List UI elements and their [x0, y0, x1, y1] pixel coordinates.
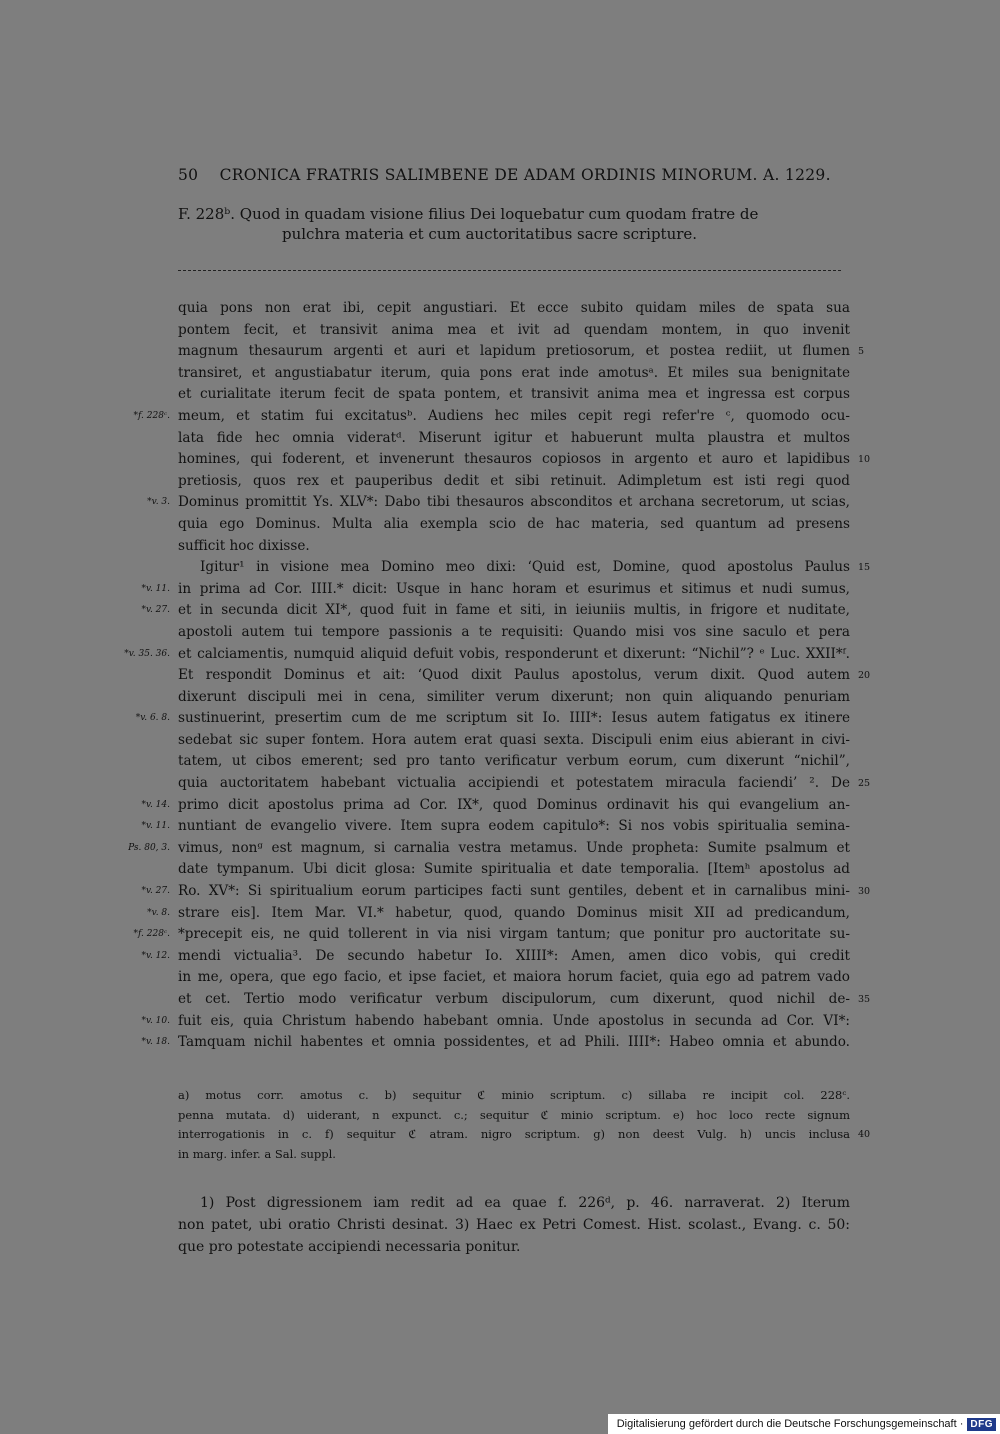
- text-line-text: Dominus promittit Ys. XLV*: Dabo tibi thesauros absconditos et archana secretorum, ut scias,: [178, 494, 850, 511]
- text-line-text: strare eis]. Item Mar. VI.* habetur, quod, quando Dominus misit XII ad predicandum,: [178, 904, 850, 921]
- text-line-text: sedebat sic super fontem. Hora autem erat quasi sexta. Discipuli enim eius abierant in civi-: [178, 731, 850, 748]
- text-line: [128, 838, 850, 860]
- text-line: [178, 449, 871, 471]
- text-line-text: et calciamentis, numquid aliquid defuit vobis, responderunt et dixerunt: “Nichil”? ᵉ Luc. XXII*ᶠ.: [178, 645, 850, 662]
- line-number: 5: [858, 346, 865, 358]
- text-line: [178, 622, 850, 644]
- text-line-text: magnum thesaurum argenti et auri et lapidum pretiosorum, et postea rediit, ut flumen: [178, 343, 850, 360]
- margin-reference: *v. 18.: [141, 1037, 170, 1048]
- text-line: [141, 579, 850, 601]
- text-line-text: in me, opera, que ego facio, et ipse faciet, et maiora horum faciet, quia ego ad patrem vado: [178, 969, 850, 986]
- margin-reference: *v. 35. 36.: [124, 648, 170, 659]
- margin-reference: *v. 8.: [147, 907, 170, 918]
- page-number: 50: [178, 166, 199, 184]
- margin-reference: *v. 14.: [141, 799, 170, 810]
- text-line: [178, 298, 850, 320]
- text-line-text: vimus, nonᵍ est magnum, si carnalia vestra metamus. Unde propheta: Sumite psalmum et: [178, 839, 850, 856]
- footnote-line: [178, 1214, 850, 1236]
- chapter-rubric: [178, 204, 850, 244]
- footnote-line-text: que pro potestate accipiendi necessaria ponitur.: [178, 1239, 521, 1255]
- text-line: [141, 881, 871, 903]
- text-line-text: quia ego Dominus. Multa alia exempla scio de hac materia, sed quantum ad presens: [178, 515, 850, 532]
- text-line: [141, 816, 850, 838]
- text-line: [124, 644, 850, 666]
- text-line-text: *precepit eis, ne quid tollerent in via nisi virgam tantum; que ponitur pro auctoritate su-: [178, 926, 850, 943]
- line-number: 25: [858, 778, 871, 790]
- rubric-line-2: pulchra materia et cum auctoritatibus sacre scripture.: [282, 225, 698, 243]
- text-line: [178, 989, 871, 1011]
- text-line: [141, 1011, 850, 1033]
- separator-rule: [178, 270, 841, 271]
- text-line-text: fuit eis, quia Christum habendo habebant omnia. Unde apostolus in secunda ad Cor. VI*:: [178, 1012, 850, 1029]
- text-line-text: nuntiant de evangelio vivere. Item supra eodem capitulo*: Si nos vobis spiritualia semina-: [178, 818, 850, 835]
- running-header: [178, 166, 831, 184]
- text-line: [178, 341, 865, 363]
- footnote-line-text: non patet, ubi oratio Christi desinat. 3) Haec ex Petri Comest. Hist. scolast., Evang. c. 50:: [178, 1217, 850, 1233]
- text-line-text: sufficit hoc dixisse.: [178, 537, 310, 554]
- text-line: [178, 751, 850, 773]
- margin-reference: *v. 3.: [147, 497, 170, 508]
- text-line-text: Igitur¹ in visione mea Domino meo dixi: ‘Quid est, Domine, quod apostolus Paulus: [200, 559, 850, 576]
- text-line: [178, 536, 850, 558]
- margin-reference: *f. 228ᶜ.: [133, 410, 170, 421]
- margin-reference: *v. 6. 8.: [135, 713, 170, 724]
- text-line: [178, 967, 850, 989]
- running-title: CRONICA FRATRIS SALIMBENE DE ADAM ORDINIS MINORUM. A. 1229.: [219, 166, 831, 184]
- apparatus-line: [178, 1086, 850, 1106]
- text-line: [135, 708, 850, 730]
- text-line: [147, 492, 850, 514]
- text-line-text: mendi victualia³. De secundo habetur Io. XIIII*: Amen, amen dico vobis, qui credit: [178, 947, 850, 964]
- margin-reference: *v. 11.: [141, 583, 170, 594]
- text-line: [178, 514, 850, 536]
- dfg-logo: DFG: [967, 1418, 996, 1431]
- apparatus-line-text: penna mutata. d) uiderant, n expunct. c.; sequitur ℭ minio scriptum. e) hoc loco recte signum: [178, 1107, 850, 1122]
- text-line-text: pretiosis, quos rex et pauperibus dedit et sibi retinuit. Adimpletum est isti regi quod: [178, 472, 850, 489]
- text-line: [147, 903, 850, 925]
- text-line: [141, 600, 850, 622]
- margin-reference: *v. 10.: [141, 1015, 170, 1026]
- text-line-text: et in secunda dicit XI*, quod fuit in fame et siti, in ieiuniis multis, in frigore et nuditate,: [178, 602, 850, 619]
- text-line-text: pontem fecit, et transivit anima mea et ivit ad quendam montem, in quo invenit: [178, 321, 850, 338]
- dfg-banner-text: Digitalisierung gefördert durch die Deutsche Forschungsgemeinschaft ·: [616, 1418, 964, 1430]
- margin-reference: *v. 27.: [141, 605, 170, 616]
- line-number: 10: [858, 454, 871, 466]
- text-line-text: primo dicit apostolus prima ad Cor. IX*, quod Dominus ordinavit his qui evangelium an-: [178, 796, 850, 813]
- text-line: [178, 363, 850, 385]
- text-line: [133, 406, 850, 428]
- text-line-text: sustinuerint, presertim cum de me scriptum sit Io. IIII*: Iesus autem fatigatus ex itinere: [178, 710, 850, 727]
- text-line: [178, 428, 850, 450]
- text-line-text: meum, et statim fui excitatusᵇ. Audiens hec miles cepit regi refer're ᶜ, quomodo ocu-: [178, 407, 850, 424]
- text-line-text: et curialitate iterum fecit de spata pontem, et transivit anima mea et ingressa est corpus: [178, 386, 850, 403]
- text-line: [178, 665, 871, 687]
- text-line-text: Et respondit Dominus et ait: ‘Quod dixit Paulus apostolus, verum dixit. Quod autem: [178, 667, 850, 684]
- main-text: [124, 298, 871, 1054]
- text-line-text: et cet. Tertio modo verificatur verbum discipulorum, cum dixerunt, quod nichil de-: [178, 991, 850, 1007]
- margin-reference: *v. 27.: [141, 886, 170, 897]
- text-line: [178, 471, 850, 493]
- apparatus-line-text: interrogationis in c. f) sequitur ℭ atram. nigro scriptum. g) non deest Vulg. h) uncis inclusa: [178, 1127, 850, 1141]
- line-number: 30: [858, 886, 871, 898]
- margin-reference: *f. 228ᶜ.: [133, 929, 170, 940]
- text-line-text: lata fide hec omnia videratᵈ. Miserunt igitur et habuerunt multa plaustra et multos: [178, 429, 850, 446]
- text-line: [178, 773, 871, 795]
- critical-apparatus: [178, 1086, 871, 1164]
- text-line: [178, 557, 871, 579]
- text-line: [178, 730, 850, 752]
- text-line-text: homines, qui foderent, et invenerunt thesauros copiosos in argento et auro et lapidibus: [178, 451, 850, 468]
- margin-reference: *v. 11.: [141, 821, 170, 832]
- apparatus-line-text: in marg. infer. a Sal. suppl.: [178, 1146, 336, 1161]
- text-line: [133, 924, 850, 946]
- text-line-text: date tympanum. Ubi dicit glosa: Sumite spiritualia et date temporalia. [Itemʰ apostolus ad: [178, 861, 850, 878]
- apparatus-line: [178, 1125, 871, 1145]
- text-line-text: dixerunt discipuli mei in cena, similiter verum dixerunt; non quin aliquando penuriam: [178, 688, 850, 705]
- text-line-text: Ro. XV*: Si spiritualium eorum participes facti sunt gentiles, debent et in carnalibus mini-: [178, 883, 850, 900]
- text-line: [178, 687, 850, 709]
- text-line-text: apostoli autem tui tempore passionis a te requisiti: Quando misi vos sine saculo et pera: [178, 623, 850, 640]
- rubric-line-1: F. 228ᵇ. Quod in quadam visione filius Dei loquebatur cum quodam fratre de: [178, 205, 759, 223]
- text-line-text: quia auctoritatem habebant victualia accipiendi et potestatem miracula faciendi’ ². De: [178, 775, 850, 792]
- footnote-line-text: 1) Post digressionem iam redit ad ea quae f. 226ᵈ, p. 46. narraverat. 2) Iterum: [200, 1195, 850, 1211]
- text-line-text: transiret, et angustiabatur iterum, quia pons erat inde amotusᵃ. Et miles sua benignitate: [178, 364, 850, 381]
- text-line-text: tatem, ut cibos emerent; sed pro tanto verificatur verbum eorum, cum dixerunt “nichil”,: [178, 753, 850, 770]
- footnote-line: [178, 1236, 850, 1258]
- text-line: [141, 1032, 850, 1054]
- line-number: 15: [858, 562, 871, 574]
- text-line: [178, 320, 850, 342]
- text-line: [178, 384, 850, 406]
- margin-reference: *v. 12.: [141, 950, 170, 961]
- margin-reference: Ps. 80, 3.: [128, 842, 170, 853]
- apparatus-line-text: a) motus corr. amotus c. b) sequitur ℭ minio scriptum. c) sillaba re incipit col. 228ᶜ.: [178, 1088, 850, 1102]
- apparatus-line: [178, 1106, 850, 1126]
- text-line-text: in prima ad Cor. IIII.* dicit: Usque in hanc horam et esurimus et sitimus et nudi sumus,: [178, 580, 850, 597]
- text-line-text: Tamquam nichil habentes et omnia possidentes, et ad Phili. IIII*: Habeo omnia et abundo.: [178, 1034, 850, 1051]
- line-number: 20: [858, 670, 871, 682]
- line-number: 35: [858, 994, 871, 1005]
- text-line: [178, 859, 850, 881]
- text-line: [141, 946, 850, 968]
- line-number: 40: [858, 1129, 871, 1140]
- text-line-text: quia pons non erat ibi, cepit angustiari. Et ecce subito quidam miles de spata sua: [178, 300, 850, 316]
- footnote-line: [178, 1192, 850, 1214]
- text-line: [141, 795, 850, 817]
- apparatus-line: [178, 1145, 850, 1165]
- footnotes: [178, 1192, 850, 1258]
- dfg-banner: [608, 1414, 1000, 1434]
